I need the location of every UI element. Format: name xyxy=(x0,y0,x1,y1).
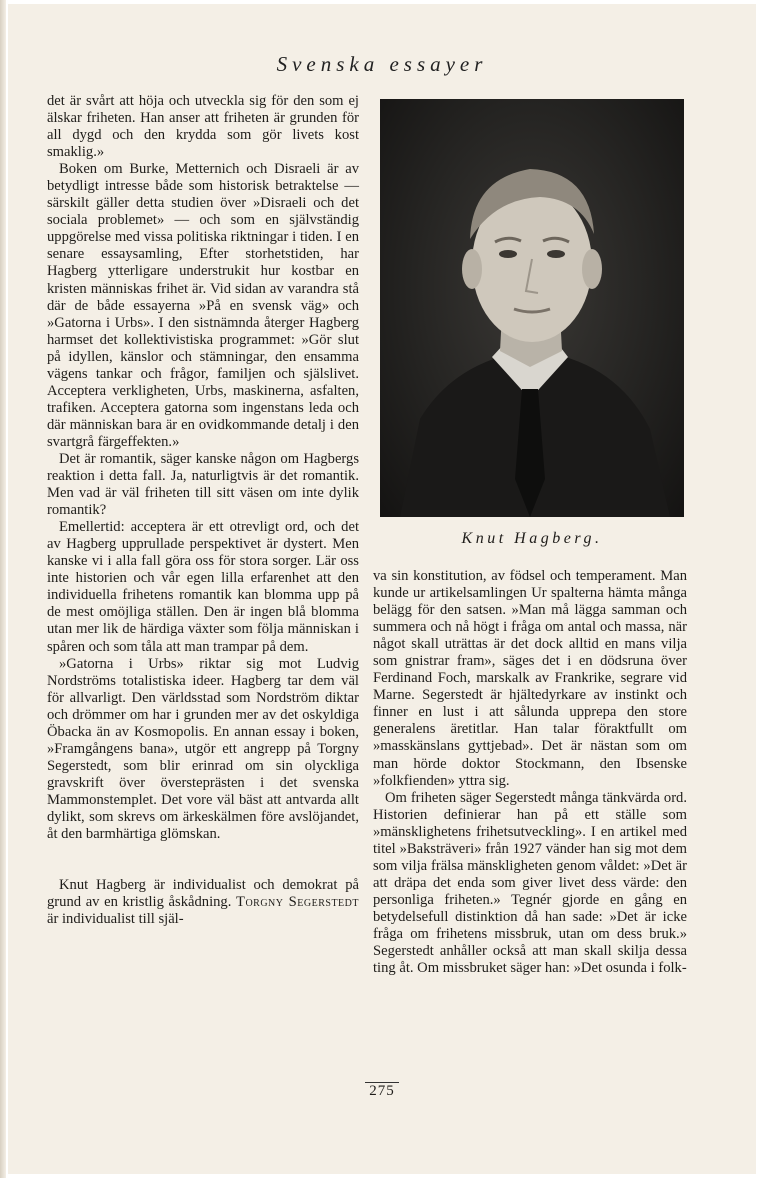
right-column xyxy=(373,568,687,977)
page-number xyxy=(0,1083,764,1100)
paragraph: Om friheten säger Segerstedt många tänkvärda ord. Historien definierar han på ett ställe som »mänsklighetens frihetsutveckling». I en artikel med titel »Baksträveri» från 1927 vänder han sig mot dem som vilja frälsa mänskligheten genom våldet: »Det är att dräpa det enda som giver livet dess värde: den personliga friheten.» Tegnér gjorde en gång en betydelsefull distinktion då han sade: »Det är icke fråga om frihetens missbruk, utan om dess bruk.» Segerstedt anhåller också att man skall skilja dessa ting åt. Om missbruket säger han: »Det osunda i folk- xyxy=(373,789,687,977)
running-head: Svenska essayer xyxy=(276,52,488,76)
portrait-drawing xyxy=(380,99,684,517)
paragraph: Emellertid: acceptera är ett otrevligt ord, och det av Hagberg upprullade perspektivet är dystert. Men kanske vi i alla fall göra oss för stora sorger. Lär oss inte historien och vår egen lilla erfarenhet att den individuella frihetens romantik kan blomma upp på de mest omöjliga ställen. Den är ingen blå blomma utan mer lik de härdiga växter som följa människan i spåren och som tåla att man trampar på dem. xyxy=(47,519,359,655)
paragraph: »Gatorna i Urbs» riktar sig mot Ludvig Nordströms totalistiska ideer. Hagberg tar dem väl för allvarligt. Den världsstad som Nordström diktar och drömmer om har i grunden mer av det oskyldiga Öbacka än av Kosmopolis. En annan essay i boken, »Framgångens bana», utgör ett angrepp på Torgny Segerstedt, som blir erinrad om sin olyckliga gravskrift över översteprästen i det svenska Mammonstemplet. Det vore väl bäst att antvarda allt dylikt, som skrevs om ärkeskälmen före avslöjandet, åt den barmhärtiga glömskan. xyxy=(47,655,359,843)
paragraph: Det är romantik, säger kanske någon om Hagbergs reaktion i detta fall. Ja, naturligtvis är det romantik. Men vad är väl friheten till sitt väsen om inte dylik romantik? xyxy=(47,450,359,519)
photo-caption: Knut Hagberg. xyxy=(461,530,603,547)
portrait-photo xyxy=(380,99,684,517)
paragraph: det är svårt att höja och utveckla sig för den som ej älskar friheten. Han anser att friheten är grunden för all dygd och den krydda som gör livets kost smaklig.» xyxy=(47,93,359,161)
paragraph: Boken om Burke, Metternich och Disraeli är av betydligt intresse både som historisk betraktelse — särskilt gäller detta studien över »Disraeli och det sociala problemet» — och som en självständig uppgörelse med vissa politiska riktningar i tiden. I en senare essaysamling, Efter storhetstiden, har Hagberg ytterligare understrukit hur kostbar en kristen människas frihet är. Vid sidan av varandra stå där de både essayerna »På en svensk väg» och »Gatorna i Urbs». I den sistnämnda återger Hagberg harmset det kollektivistiska programmet: »Gör slut på idyllen, känslor och stämningar, den ensamma vägens tankar och frågor, familjen och själslivet. Acceptera verkligheten, Urbs, maskinerna, asfalten, trafiken. Acceptera gatorna som ingenstans leda och där människan bara är en ovidkommande detalj i den svartgrå färgeffekten.» xyxy=(47,161,359,450)
paragraph xyxy=(47,877,359,928)
page-edge xyxy=(0,0,6,1178)
paragraph: va sin konstitution, av födsel och temperament. Man kunde ur artikelsamlingen Ur spalterna hämta många belägg för den satsen. »Man må lägga samman och summera och nå högt i fråga om antal och massa, när något skall uträttas är det dock alltid en mans vilja som gnistrar fram», säges det i en dödsruna över Ferdinand Foch, marskalk av Frankrike, segrare vid Marne. Segerstedt är hjältedyrkare av instinkt och finner en lust i att sålunda upprepa den store generalens äretitlar. Han talar föraktfullt om »masskänslans gyttjebad». Det är nästan som om man hörde doktor Stockmann, den Ibsenske »folkfienden» yttra sig. xyxy=(373,568,687,789)
left-column xyxy=(47,93,359,928)
paragraph-text: är individualist till själ- xyxy=(47,911,184,928)
page-number-text: 275 xyxy=(365,1082,399,1099)
person-name: Torgny Segerstedt xyxy=(236,894,359,911)
paragraph-text: Knut Hagberg är individualist och demokrat på grund av en kristlig åskådning. xyxy=(47,877,359,911)
